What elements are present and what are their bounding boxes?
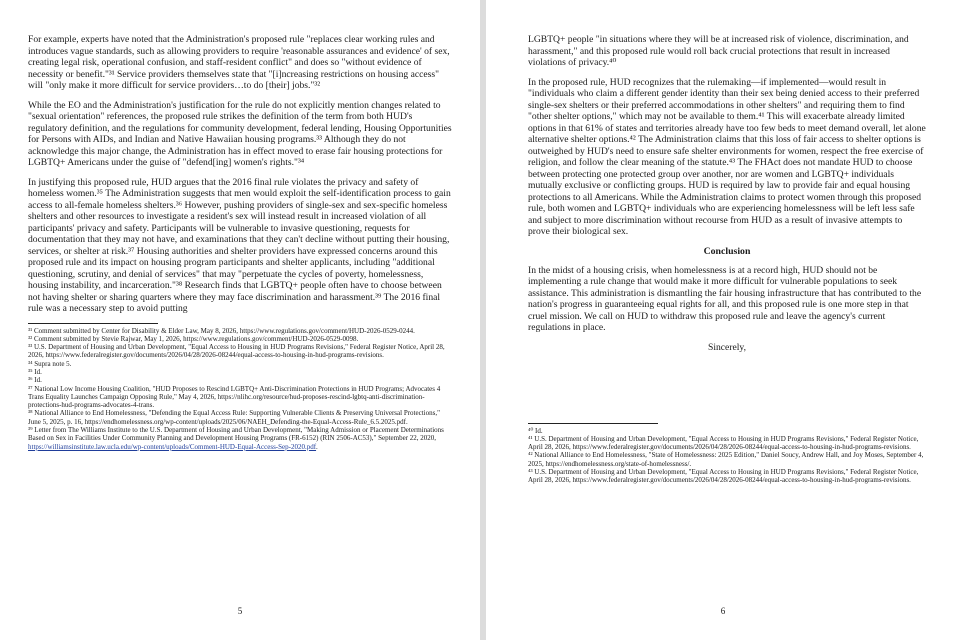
footnote-text: ³⁹ Letter from The Williams Institute to the U.S. Department of Housing and Urban Development, "Making Admission or Placement Determinations Based on Sex in Facilities Under Community Planning and Development Housing Programs (FR-6152) (RIN 2506-AC53)," September 22, 2020, <box>28 426 444 443</box>
section-heading: Conclusion <box>703 245 751 257</box>
footnote: ⁴¹ U.S. Department of Housing and Urban Development, "Equal Access to Housing in HUD Programs Revisions," Federal Register Notice, April 28, 2026, https://www.federalregister.gov/documents/2026/04/28/2026-08244/equal-access-to-housing-in-hud-programs-revisions. <box>528 434 919 452</box>
page-6 <box>486 0 960 640</box>
footnote: ³³ U.S. Department of Housing and Urban Development, "Equal Access to Housing in HUD Programs Revisions," Federal Register Notice, April 28, 2026, https://www.federalregister.gov/documents/2026/04/28/2026-08244/equal-access-to-housing-in-hud-programs-revisions. <box>28 343 445 360</box>
footnote: ³⁸ National Alliance to End Homelessness, "Defending the Equal Access Rule: Supporting Vulnerable Clients & Preserving Universal Protections," June 5, 2025, p. 16, https://endhomelessness.org/wp-content/uploads/2025/06/NAEH_Defending-the-Equal-Access-Rule_6.5.2025.pdf. <box>28 409 440 426</box>
body-paragraph: While the EO and the Administration's justification for the rule do not explicitly mention changes related to "sexual orientation" references, the proposed rule strikes the definition of the term from both HUD's regulatory definition, and the regulations for community development, federal lending, Housing Opportunities for Persons with AIDs, and Indian and Native Hawaiian housing programs.³³ Although they do not acknowledge this major change, the Administration has in effect moved to erase fair housing protections for LGBTQ+ Americans under the guise of "defend[ing] women's rights."³⁴ <box>28 99 452 168</box>
footnote: ⁴² National Alliance to End Homelessness, "State of Homelessness: 2025 Edition," Daniel Soucy, Andrew Hall, and Joy Moses, September 4, 2025, https://endhomelessness.org/state-of-homelessness/. <box>528 451 924 468</box>
footnote-divider <box>28 323 158 324</box>
footnote: ⁴³ U.S. Department of Housing and Urban Development, "Equal Access to Housing in HUD Programs Revisions," Federal Register Notice, April 28, 2026, https://www.federalregister.gov/documents/2026/04/28/2026-08244/equal-access-to-housing-in-hud-programs-revisions. <box>528 467 919 485</box>
footnote: ³² Comment submitted by Stevie Rajwar, May 1, 2026, https://www.regulations.gov/comment/HUD-2026-0529-0098. <box>28 334 359 343</box>
page-number: 6 <box>720 606 726 616</box>
footnote <box>28 426 454 451</box>
footnote: ³⁴ Supra note 5. <box>28 359 72 368</box>
footnote-link[interactable]: https://williamsinstitute.law.ucla.edu/wp-content/uploads/Comment-HUD-Equal-Access-Sep-2020.pdf <box>28 442 317 451</box>
page-number: 5 <box>237 606 243 616</box>
footnote: ³¹ Comment submitted by Center for Disability & Elder Law, May 8, 2026, https://www.regulations.gov/comment/HUD-2026-0529-0244. <box>28 326 415 335</box>
footnote: ³⁵ Id. <box>28 367 42 376</box>
body-paragraph: In the midst of a housing crisis, when homelessness is at a record high, HUD should not be implementing a rule change that would make it more difficult for vulnerable populations to seek assistance. This administration is dismantling the fair housing infrastructure that has contributed to the nation's progress in guaranteeing equal rights for all, and this proposed rule is one more step in that cruel mission. We call on HUD to withdraw this proposed rule and leave the agency's current regulations in place. <box>528 264 922 333</box>
body-paragraph: In the proposed rule, HUD recognizes that the rulemaking—if implemented—would result in "individuals who claim a different gender identity than their sex being denied access to their preferred single-sex shelters or their preferred accommodations in other shelters" and requiring them to find "other shelter options," which may not be available to them.⁴¹ This will exacerbate already limited options in that 61% of states and territories already have too few beds to meet demand overall, let alone alternative shelter options.⁴² The Administration claims that this loss of fair access to shelter options is outweighed by HUD's need to ensure safe shelter environments for women, respect the free exercise of religion, and follow the clear meaning of the statute.⁴³ The FHAct does not mandate HUD to choose between protecting one protected group over another, nor are women and LGBTQ+ individuals mutually exclusive or conflicting groups. HUD is required by law to provide fair and equal housing protections to all Americans. While the Administration claims to protect women through this proposed rule, both women and LGBTQ+ individuals who are experiencing homelessness will be left less safe and subject to more discrimination without recourse from HUD as a result of invasive attempts to prove their biological sex. <box>528 76 926 237</box>
closing: Sincerely, <box>707 341 746 353</box>
footnote: ³⁶ Id. <box>28 376 42 385</box>
body-paragraph: LGBTQ+ people "in situations where they will be at increased risk of violence, discrimination, and harassment," and this proposed rule would roll back crucial protections that result in increased violations of privacy.⁴⁰ <box>528 34 909 68</box>
footnote-divider <box>528 423 658 424</box>
body-paragraph: In justifying this proposed rule, HUD argues that the 2016 final rule violates the privacy and safety of homeless women.³⁵ The Administration suggests that men would exploit the self-identification process to gain access to all-female homeless shelters.³⁶ However, pushing providers of single-sex and sex-specific homeless shelters and other resources to investigate a resident's sex will instead result in increased violation of all participants' privacy and safety. Participants will be vulnerable to invasive questioning, requests for documentation that they may not have, and examinations that they can't decline without putting their housing, services, or shelter at risk.³⁷ Housing authorities and shelter providers have expressed concerns around this proposed rule and its impact on housing program participants and shelter applicants, including "additional questioning, scrutiny, and denial of services" that may "perpetuate the cycles of poverty, homelessness, housing instability, and incarceration."³⁸ Research finds that LGBTQ+ people often have to choose between not having shelter or sharing quarters where they may face discrimination and harassment.³⁹ The 2016 final rule was a necessary step to avoid putting <box>28 176 451 314</box>
footnote: ³⁷ National Low Income Housing Coalition, "HUD Proposes to Rescind LGBTQ+ Anti-Discrimination Protections in HUD Programs; Advocates 4 Trans Equality Launches Campaign Opposing Rule," May 4, 2026, https://nlihc.org/resource/hud-proposes-rescind-lgbtq-anti-discrimination-protections-hud-programs-advocates-4-trans. <box>28 384 441 410</box>
footnote-text-end: . <box>316 442 318 451</box>
body-paragraph: For example, experts have noted that the Administration's proposed rule "replaces clear working rules and introduces vague standards, such as allowing providers to require 'reasonable assurances and evidence' of sex, creating legal risk, operational confusion, and staff-resident conflict" and does so "without evidence of necessity or benefit."³¹ Service providers themselves state that "[i]ncreasing restrictions on housing access" will "only make it more difficult for service providers…to do [their] jobs."³² <box>28 34 450 91</box>
footnote: ⁴⁰ Id. <box>528 426 543 435</box>
